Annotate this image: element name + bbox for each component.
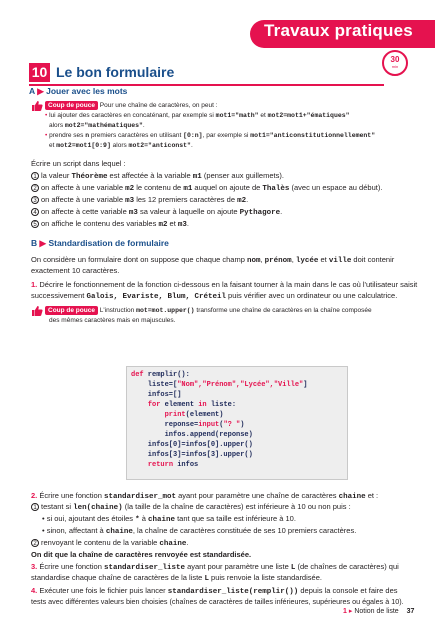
- keyword: in: [198, 401, 207, 409]
- code-text: infos.append(reponse): [164, 431, 253, 439]
- step-text: (avec un espace au début).: [289, 183, 383, 192]
- thumbs-up-icon: [31, 100, 43, 112]
- intro-text: On considère un formulaire dont on suppose que chaque champ: [31, 255, 247, 264]
- step-code: m3: [177, 221, 187, 229]
- code-lines: [131, 370, 307, 470]
- tip-a-b2-end: .: [190, 142, 193, 149]
- step-number: 2: [31, 184, 39, 192]
- tip-a-b2-code2: mot1="anticonstitutionnellement": [250, 132, 376, 139]
- step-number: 4: [31, 208, 39, 216]
- string-literal: "? ": [223, 421, 241, 429]
- section-b-title: Standardisation de formulaire: [48, 238, 169, 248]
- step-code: Thalès: [262, 185, 290, 193]
- section-b-heading: [31, 238, 169, 249]
- tip-a-b1-code1: mot1="math": [215, 112, 259, 119]
- question-code: standardiser_liste: [103, 564, 185, 572]
- page-number: 37: [406, 608, 415, 615]
- code-text: remplir():: [143, 371, 190, 379]
- chapter-name: Notion de liste: [354, 608, 399, 615]
- tip-a: [45, 101, 395, 111]
- intro-sep: et: [318, 255, 329, 264]
- section-a-label: A: [29, 86, 35, 96]
- step-number: 1: [31, 503, 39, 511]
- question-code: chaine: [147, 516, 175, 524]
- question-2-note: On dit que la chaîne de caractères renvoyée est standardisée.: [31, 550, 252, 559]
- code-line-8: infos[0]=infos[0].upper(): [131, 441, 253, 449]
- question-number: 4.: [31, 586, 38, 595]
- question-1-line2: [31, 290, 426, 303]
- chapter-number: 1: [343, 608, 347, 615]
- code-line-1: [131, 371, 190, 379]
- question-text: et :: [365, 491, 379, 500]
- tip-a-b2-code4: mot2="anticonst": [128, 142, 191, 149]
- field-lycee: lycée: [295, 257, 319, 265]
- step-code: Théorème: [71, 173, 108, 181]
- question-text: (la taille de la chaîne de caractères) est inférieure à 10 ou non puis :: [122, 502, 351, 511]
- bullet-icon: •: [45, 132, 48, 139]
- code-text: element: [160, 401, 199, 409]
- footer-chapter: [343, 606, 414, 617]
- bullet-icon: •: [45, 112, 48, 119]
- tip-a-b2-mid2: , par exemple si: [202, 132, 251, 139]
- code-text: liste=[: [131, 381, 178, 389]
- step-text: et: [167, 219, 178, 228]
- question-text: standardise chaque chaîne de caractères de la liste: [31, 573, 205, 582]
- section-a-heading: [29, 86, 127, 97]
- step-code: m3: [125, 197, 135, 205]
- code-line-10: [131, 461, 198, 469]
- question-text: ayant pour paramètre une liste: [185, 562, 291, 571]
- code-text: (: [219, 421, 224, 429]
- code-text: infos: [173, 461, 199, 469]
- question-text: Exécuter une fois le fichier puis lancer: [39, 586, 168, 595]
- question-text: successivement: [31, 291, 87, 300]
- tip-a-b2-line2-pre: et: [49, 142, 57, 149]
- step-code: m1: [192, 173, 202, 181]
- question-number: 1.: [31, 280, 38, 289]
- step-text: auquel on ajoute de: [192, 183, 263, 192]
- step-number: 2: [31, 539, 39, 547]
- bullet-icon: •: [42, 526, 45, 535]
- question-text: sinon, affectant à: [46, 526, 106, 535]
- step-number: 5: [31, 220, 39, 228]
- question-number: 3.: [31, 562, 38, 571]
- keyword: return: [147, 461, 174, 469]
- step-code: Pythagore: [239, 209, 281, 217]
- intro-text: doit contenir: [351, 255, 395, 264]
- tip-b-text: L'instruction: [99, 307, 137, 314]
- question-code: chaine: [159, 540, 187, 548]
- banner-title: Travaux pratiques: [264, 21, 413, 40]
- question-text: puis renvoie la liste standardisée.: [208, 573, 322, 582]
- section-a-intro: Écrire un script dans lequel :: [31, 159, 126, 168]
- step-code: m2: [237, 197, 247, 205]
- question-text: Décrire le fonctionnement de la fonction ci-dessous en la faisant tourner à la main dans le cas où l'utilisateur saisit: [39, 280, 418, 289]
- tip-a-b2-mid3: alors: [110, 142, 129, 149]
- question-text: à: [139, 514, 148, 523]
- string-literal: "Nom","Prénom","Lycée","Ville": [177, 381, 304, 389]
- tip-a-b2-code1: [0:n]: [183, 132, 203, 139]
- step-code: m3: [128, 209, 138, 217]
- step-text: est affectée à la variable: [107, 171, 193, 180]
- field-nom: nom: [246, 257, 261, 265]
- tip-b-line2: des mêmes caractères mais en majuscules.: [49, 317, 176, 324]
- tip-a-b1-line2-pre: alors: [49, 122, 65, 129]
- code-text: ]: [303, 381, 308, 389]
- step-number: 1: [31, 172, 39, 180]
- step-code: m2: [125, 185, 135, 193]
- thumbs-up-icon: [31, 305, 43, 317]
- question-code: *: [135, 516, 140, 524]
- tip-a-bullet-1: [45, 111, 405, 121]
- tip-a-bullet-2-line2: [49, 141, 399, 151]
- exercise-title: Le bon formulaire: [56, 64, 175, 80]
- question-text: ayant pour paramètre une chaîne de caractères: [176, 491, 339, 500]
- question-code: chaine: [105, 528, 133, 536]
- code-text: (element): [185, 411, 224, 419]
- tip-a-b2-mid: premiers caractères en utilisant: [89, 132, 184, 139]
- step-text: (penser aux guillemets).: [201, 171, 284, 180]
- tip-a-b2-n: n: [85, 132, 90, 139]
- triangle-icon: ▶: [39, 238, 47, 248]
- timer-badge: [382, 50, 408, 76]
- code-listing: [126, 366, 348, 480]
- step-text: .: [246, 195, 249, 204]
- tip-a-b1-code2: mot2=mot1+"ématiques": [267, 112, 350, 119]
- question-text: .: [186, 538, 189, 547]
- step-number: 3: [31, 196, 39, 204]
- field-ville: ville: [328, 257, 352, 265]
- question-code: Galois, Evariste, Blum, Créteil: [86, 293, 226, 301]
- triangle-icon: ▶: [37, 86, 44, 96]
- tip-a-b2-pre: prendre ses: [49, 132, 86, 139]
- step-text: la valeur: [41, 171, 72, 180]
- exercise-number: 10: [29, 63, 50, 82]
- builtin: input: [198, 421, 220, 429]
- question-code: L: [290, 564, 296, 572]
- question-number: 2.: [31, 491, 38, 500]
- question-text: puis vérifier avec un ordinateur ou une calculatrice.: [225, 291, 398, 300]
- timer-value: 30: [390, 55, 400, 64]
- question-text: testant si: [41, 502, 74, 511]
- step-text: .: [280, 207, 283, 216]
- question-text: si oui, ajoutant des étoiles: [46, 514, 136, 523]
- step-5: [31, 218, 421, 231]
- code-text: reponse=: [164, 421, 199, 429]
- intro-sep: ,: [291, 255, 296, 264]
- timer-unit: min: [391, 64, 399, 69]
- tip-b-text: transforme une chaîne de caractères en la chaîne composée: [194, 307, 372, 314]
- step-text: le contenu de: [134, 183, 184, 192]
- question-code: standardiser_liste(remplir()): [167, 588, 299, 596]
- question-text: (de chaînes de caractères) qui: [295, 562, 399, 571]
- section-banner: [250, 20, 435, 48]
- tip-a-bullet-1-line2: [49, 121, 399, 131]
- question-4-line2: tests avec différentes valeurs bien choisies (chaînes de caractères de tailles inférieures, supérieures ou égales à 10).: [31, 597, 404, 606]
- step-code: m1: [183, 185, 193, 193]
- tip-a-label: Coup de pouce: [45, 101, 98, 110]
- code-line-9: infos[3]=infos[3].upper(): [131, 451, 253, 459]
- question-text: depuis la console et faire des: [298, 586, 398, 595]
- question-text: Écrire une fonction: [39, 562, 104, 571]
- code-text: liste:: [206, 401, 237, 409]
- question-code: len(chaine): [73, 504, 123, 512]
- tip-b-label: Coup de pouce: [45, 306, 98, 315]
- question-text: tant que sa taille est inférieure à 10.: [175, 514, 296, 523]
- tip-a-b1-pre: lui ajouter des caractères en concaténant, par exemple si: [49, 112, 216, 119]
- code-line-2: [131, 381, 307, 389]
- code-line-6: [131, 421, 244, 429]
- step-text: .: [186, 219, 190, 228]
- code-line-3: infos=[]: [131, 391, 182, 399]
- triangle-icon: ▸: [348, 608, 353, 615]
- section-b-intro-line2: exactement 10 caractères.: [31, 266, 120, 275]
- tip-a-b1-end: .: [142, 122, 145, 129]
- tip-a-intro: Pour une chaîne de caractères, on peut :: [99, 102, 218, 109]
- step-text: on affecte à une variable: [41, 195, 126, 204]
- question-3-line2: [31, 572, 426, 585]
- builtin: print: [164, 411, 186, 419]
- tip-a-b2-code3: mot2=mot1[0:9]: [56, 142, 111, 149]
- tip-a-b1-mid: et: [258, 112, 268, 119]
- step-text: on affiche le contenu des variables: [41, 219, 159, 228]
- code-line-4: [131, 401, 236, 409]
- tip-a-bullet-2: [45, 131, 415, 141]
- keyword: def: [131, 371, 144, 379]
- field-prenom: prénom: [264, 257, 292, 265]
- bullet-icon: •: [42, 514, 45, 523]
- code-line-5: [131, 411, 223, 419]
- step-code: m2: [158, 221, 168, 229]
- question-code: L: [204, 575, 209, 583]
- section-b-label: B: [31, 238, 38, 248]
- section-a-title: Jouer avec les mots: [46, 86, 128, 96]
- question-text: renvoyant le contenu de la variable: [41, 538, 160, 547]
- question-text: Écrire une fonction: [39, 491, 104, 500]
- tip-a-b1-code3: mot2="mathématiques": [64, 122, 143, 129]
- question-code: chaine: [338, 493, 366, 501]
- step-text: les 12 premiers caractères de: [134, 195, 238, 204]
- tip-b-code: mot=mot.upper(): [136, 307, 195, 314]
- keyword: for: [147, 401, 161, 409]
- tip-b: [45, 306, 415, 316]
- question-text: , la chaîne de caractères constituée de ses 10 premiers caractères.: [132, 526, 357, 535]
- question-code: standardiser_mot: [103, 493, 176, 501]
- code-line-7: [131, 431, 253, 439]
- intro-sep: ,: [260, 255, 265, 264]
- step-text: sa valeur à laquelle on ajoute: [137, 207, 240, 216]
- question-1-line1: [31, 279, 426, 290]
- step-text: on affecte à cette variable: [41, 207, 129, 216]
- step-text: on affecte à une variable: [41, 183, 126, 192]
- code-text: ): [240, 421, 245, 429]
